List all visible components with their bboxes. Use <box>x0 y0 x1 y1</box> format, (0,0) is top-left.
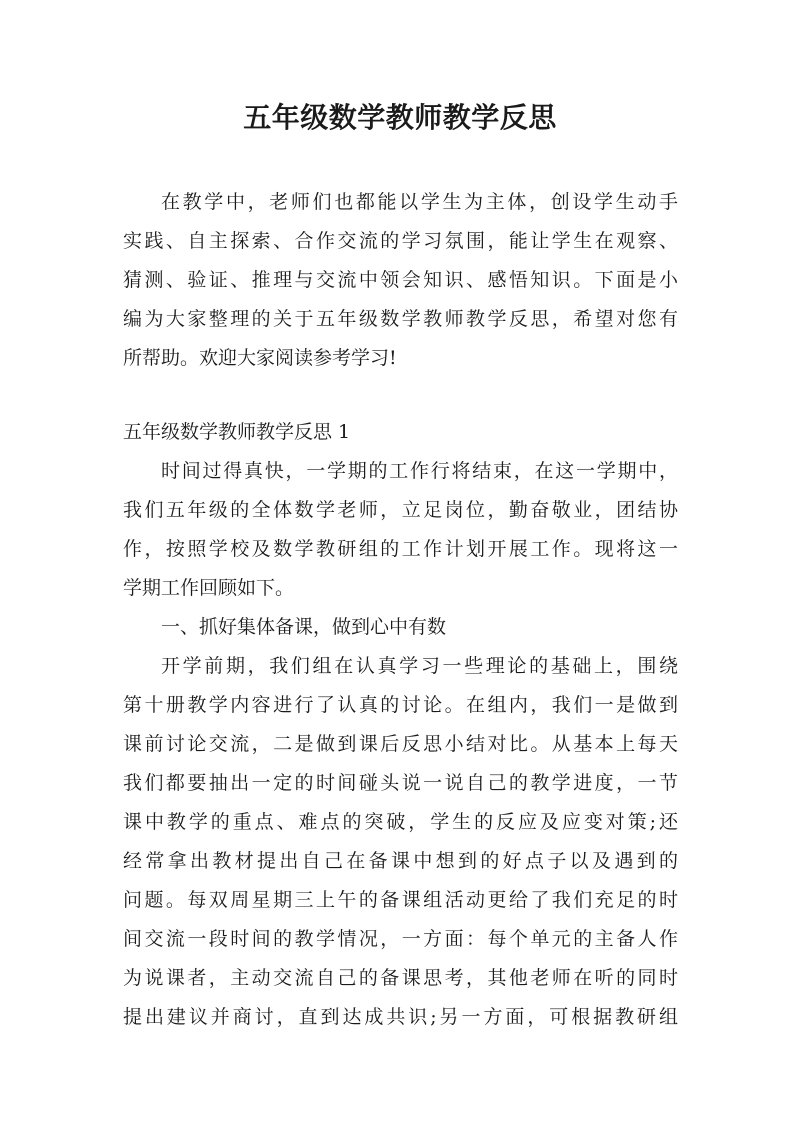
paragraph-line: 我们五年级的全体数学老师，立足岗位，勤奋敬业，团结协 <box>123 499 678 521</box>
paragraph-line: 问题。每双周星期三上午的备课组活动更给了我们充足的时 <box>123 889 678 911</box>
paragraph-line: 为说课者，主动交流自己的备课思考，其他老师在听的同时 <box>123 967 678 989</box>
intro-line: 猜测、验证、推理与交流中领会知识、感悟知识。下面是小 <box>123 269 678 291</box>
paragraph-line: 间交流一段时间的教学情况，一方面：每个单元的主备人作 <box>123 928 678 950</box>
document-title: 五年级数学教师教学反思 <box>243 101 557 134</box>
paragraph-line: 第十册教学内容进行了认真的讨论。在组内，我们一是做到 <box>123 694 678 716</box>
paragraph-line: 课中教学的重点、难点的突破，学生的反应及应变对策;还 <box>123 811 678 833</box>
paragraph-line: 提出建议并商讨，直到达成共识;另一方面，可根据教研组 <box>123 1006 678 1028</box>
intro-line: 编为大家整理的关于五年级数学教师教学反思，希望对您有 <box>123 308 678 330</box>
intro-line: 在教学中，老师们也都能以学生为主体，创设学生动手 <box>161 191 678 213</box>
paragraph-line: 时间过得真快，一学期的工作行将结束，在这一学期中， <box>161 460 678 482</box>
intro-line: 实践、自主探索、合作交流的学习氛围，能让学生在观察、 <box>123 230 678 252</box>
paragraph-line: 作，按照学校及数学教研组的工作计划开展工作。现将这一 <box>123 538 678 560</box>
paragraph-line: 学期工作回顾如下。 <box>123 577 295 599</box>
section-title: 五年级数学教师教学反思 1 <box>123 421 351 443</box>
intro-line: 所帮助。欢迎大家阅读参考学习! <box>123 347 397 369</box>
paragraph-line: 经常拿出教材提出自己在备课中想到的好点子以及遇到的 <box>123 850 678 872</box>
paragraph-line: 课前讨论交流，二是做到课后反思小结对比。从基本上每天 <box>123 733 678 755</box>
paragraph-line: 我们都要抽出一定的时间碰头说一说自己的教学进度，一节 <box>123 772 678 794</box>
section-heading: 一、抓好集体备课，做到心中有数 <box>161 616 447 638</box>
paragraph-line: 开学前期，我们组在认真学习一些理论的基础上，围绕 <box>161 655 678 677</box>
